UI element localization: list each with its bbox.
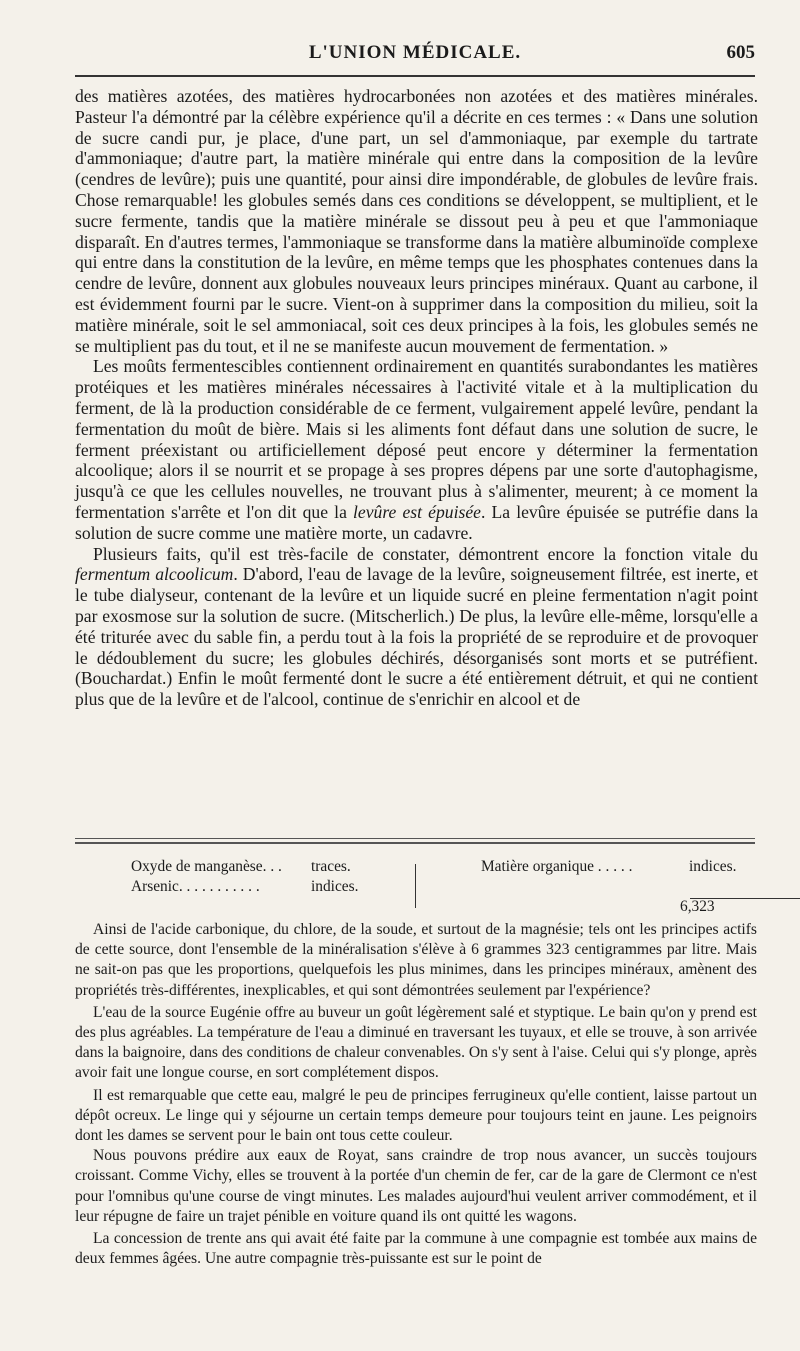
- paragraph-text: Les moûts fermentescibles contiennent ordinairement en quantités surabondantes les matières protéiques et les matières minérales nécessaires à l'activité vitale et à la multiplication du ferment, de là la production considérable de ce ferment, vulgairement appelé levûre, pendant la fermentation du moût de bière. Mais si les aliments font défaut dans une solution de sucre, le ferment préexistant ou artificiellement déposé peut encore y déterminer la fermentation alcoolique; alors il se nourrit et se propage à ses propres dépens par une sorte d'autophagisme, jusqu'à ce que les cellules nouvelles, ne trouvant plus à s'alimenter, meurent; à ce moment la fermentation s'arrête et l'on dit que la: [75, 356, 758, 522]
- page-number: 605: [726, 42, 755, 63]
- paragraph: des matières azotées, des matières hydrocarbonées non azotées et des matières minérales. Pasteur l'a démontré par la célèbre expérience qu'il a décrite en ces termes : « Dans une solution de sucre candi pur, je place, d'une part, un sel d'ammoniaque, par exemple du tartrate d'ammoniaque; d'autre part, la matière minérale qui entre dans la composition de la levûre (cendres de levûre); puis une quantité, pour ainsi dire impondérable, de globules de levûre frais. Chose remarquable! les globules semés dans ces conditions se développent, se multiplient, et le sucre fermente, tandis que la matière minérale se dissout peu à peu et que l'ammoniaque disparaît. En d'autres termes, l'ammoniaque se transforme dans la matière albuminoïde complexe qui entre dans la constitution de la levûre, en même temps que les phosphates contenues dans la cendre de levûre, donnent aux globules nouveaux leurs principes minéraux. Quant au carbone, il est évidemment fourni par le sucre. Vient-on à supprimer dans la composition du milieu, soit la matière minérale, soit le sel ammoniacal, soit ces deux principes à la fois, les globules semés ne se multiplient pas du tout, et il ne se manifeste aucun mouvement de fermentation. »: [75, 86, 758, 356]
- table-label: Arsenic. . . . . . . . . . .: [131, 878, 260, 895]
- paragraph-text: Plusieurs faits, qu'il est très-facile de constater, démontrent encore la fonction vitale du: [93, 543, 758, 564]
- article-column-lower: [75, 920, 757, 1269]
- paragraph: L'eau de la source Eugénie offre au buveur un goût légèrement salé et styptique. Le bain qu'on y prend est des plus agréables. La température de l'eau a diminué en traversant les tuyaux, et elle se trouve, à son arrivée dans la baignoire, dans des conditions de chaleur convenables. On s'y sent à l'aise. Celui qui s'y plonge, après avoir fait une longue course, en sort complétement dispos.: [75, 1003, 757, 1082]
- emphasis-text: levûre est épuisée: [353, 501, 481, 522]
- table-row: [75, 878, 755, 898]
- paragraph: [75, 544, 758, 710]
- paragraph: Il est remarquable que cette eau, malgré le peu de principes ferrugineux qu'elle contient, laisse partout un dépôt ocreux. Le linge qui y séjourne un certain temps demeure pour toujours teint en jaune. Les peignoirs dont les dames se servent pour le bain ont tous cette couleur.: [75, 1086, 757, 1145]
- table-row: [75, 858, 755, 878]
- section-divider: [75, 838, 755, 839]
- table-total: 6,323: [680, 898, 715, 915]
- article-column-upper: [75, 86, 758, 710]
- table-label: Oxyde de manganèse. . .: [131, 858, 282, 875]
- paragraph: [75, 356, 758, 543]
- section-divider: [75, 842, 755, 844]
- table-label: Matière organique . . . . .: [481, 858, 633, 875]
- paragraph-text: . D'abord, l'eau de lavage de la levûre, soigneusement filtrée, est inerte, et le tube dialyseur, contenant de la levûre et un liquide sucré en pleine fermentation n'agit point par exosmose sur la solution de sucre. (Mitscherlich.) De plus, la levûre elle-même, lorsqu'elle a été triturée avec du sable fin, a perdu tout à la fois la propriété de se reproduire et de provoquer le dédoublement du sucre; les globules déchirés, désorganisés sont morts et se putréfient. (Bouchardat.) Enfin le moût fermenté dont le sucre a été entièrement détruit, et qui ne contient plus que de la levûre et de l'alcool, continue de s'enrichir en alcool et de: [75, 564, 758, 710]
- running-header: [75, 42, 755, 72]
- table-value: indices.: [311, 878, 359, 895]
- paragraph: Ainsi de l'acide carbonique, du chlore, de la soude, et surtout de la magnésie; tels ont les principes actifs de cette source, dont l'ensemble de la minéralisation s'élève à 6 grammes 323 centigrammes par litre. Mais ne sait-on pas que les proportions, quelquefois les plus minimes, dans les principes minéraux, amènent des propriétés très-différentes, inexplicables, et qui sont démontrées seulement par l'expérience?: [75, 921, 757, 999]
- table-row: [75, 898, 755, 918]
- paragraph: Nous pouvons prédire aux eaux de Royat, sans craindre de trop nous avancer, un succès toujours croissant. Comme Vichy, elles se trouvent à la portée d'un chemin de fer, car de la gare de Clermont ce n'est pour l'omnibus qu'une course de vingt minutes. Les malades aujourd'hui veulent arriver commodément, et il leur répugne de faire un trajet pénible en voiture quand ils ont quitté les wagons.: [75, 1147, 757, 1225]
- table-value: indices.: [689, 858, 737, 875]
- paragraph-text: . La levûre épuisée se putréfie dans la solution de sucre comme une matière morte, un cadavre.: [75, 501, 759, 543]
- running-title: L'UNION MÉDICALE.: [308, 42, 522, 63]
- header-rule: [75, 75, 755, 77]
- table-value: traces.: [311, 858, 351, 875]
- emphasis-text: fermentum alcoolicum: [75, 564, 234, 585]
- paragraph: La concession de trente ans qui avait été faite par la commune à une compagnie est tombée aux mains de deux femmes âgées. Une autre compagnie très-puissante est sur le point de: [75, 1230, 757, 1268]
